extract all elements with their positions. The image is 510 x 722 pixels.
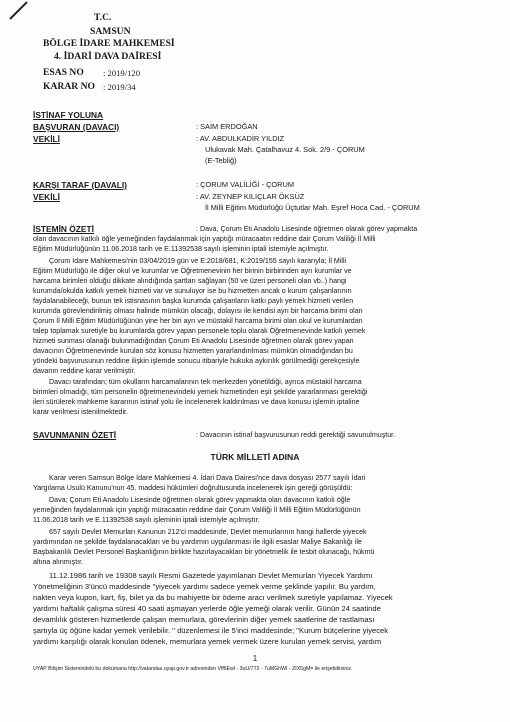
vekili2-label: VEKİLİ: [33, 192, 60, 202]
savunma-text: : Davacının istinaf başvurusunun reddi gerektiği savunulmuştur.: [196, 431, 396, 439]
istem-line-11: hizmeti sunması olanağı bulunmadığından Çorum Eti Anadolu Lisesinde öğretmen olarak görev yapan: [33, 337, 354, 345]
istem-line-3: Çorum İdare Mahkemesi'nin 03/04/2019 gün ve E:2018/681, K:2019/155 sayılı kararıyla; İl Milli: [49, 257, 347, 265]
vekili2-value: : AV. ZEYNEP KILIÇLAR ÖKSÜZ: [196, 192, 305, 201]
city-heading: SAMSUN: [90, 26, 131, 37]
karar-line-8: altına alınmıştır.: [33, 558, 84, 566]
karar-line-11: nakten veya kupon, kart, fiş, bilet ya da bu mahiyette bir ödeme aracı verilmek suretiyle yapılamaz. Yiyecek: [33, 593, 393, 602]
basvuran-value: : SAİM ERDOĞAN: [196, 122, 258, 131]
karar-line-1: Yargılama Usulü Kanunu'nun 45. maddesi hükümleri doğrultusunda incelenerek işin gereği görüşüldü:: [33, 484, 353, 492]
istem-line-5: harcama birimleri olduğu dikkate alındığında şartları sağlayan (50 ve üzeri personeli olan vb..) hangi: [33, 277, 347, 285]
istem-line-15: Davacı tarafından; tüm okulların harcamalarının tek merkezden yönetildiği, ayrıca müstakil harcama: [49, 378, 362, 386]
karar-line-4: 11.06.2018 tarih ve E.11392538 sayılı işleminin iptali istemiyle açılmıştır.: [33, 516, 260, 524]
istem-line-13: yöndeki başvurusunun reddine ilişkin işlemde sonucu itibariyle hukuka aykırılık görülmediği gerekçesiyle: [33, 357, 360, 365]
karsi-taraf-value: : ÇORUM VALİLİĞİ - ÇORUM: [196, 180, 295, 189]
karar-line-3: yemeğinden faydalanmak için yaptığı müracaatın reddine dair Çorum Valiliği İl Milli Eğitim Müdürlüğünün: [33, 506, 361, 514]
karar-value: : 2019/34: [103, 82, 136, 92]
karsi-taraf-label: KARŞI TARAF (DAVALI): [33, 180, 127, 190]
handwritten-slash-mark: [9, 1, 27, 19]
istem-line-2: Eğitim Müdürlüğünün 11.06.2018 tarih ve E.11392538 sayılı işleminin iptali istemiyle açılmıştır.: [33, 245, 329, 253]
karar-line-14: şartıyla üç öğüne kadar yemek verilebilir. " düzenlemesi ile 5'inci maddesinde; "Kurum bütçelerine yiyecek: [33, 626, 389, 635]
page-number: 1: [252, 654, 258, 663]
uyap-footer-text: UYAP Bilişim Sistemindeki bu dokümana http://vatandas.uyap.gov.tr adresinden Vff6Ewl - 3uU/7T2 - 7uMGhWI - ZIX5gM= ile erişebilirsiniz.: [33, 666, 353, 672]
karar-line-10: Yönetmeliğinin 3'üncü maddesinde "yiyecek yardımı sadece yemek verme şeklinde yapılır. Bu yardım,: [33, 582, 376, 591]
istinaf-label: İSTİNAF YOLUNA: [33, 110, 104, 120]
istem-line-9: Çorum İl Milli Eğitim Müdürlüğünün yine her biri ayrı ve müstakil harcama birimi olan okul ve kurumlardan: [33, 317, 363, 325]
karar-line-0: Karar veren Samsun Bölge İdare Mahkemesi 4. İdari Dava Dairesi'nce dava dosyası 2577 sayılı İdari: [49, 474, 366, 482]
basvuran-label: BAŞVURAN (DAVACI): [33, 122, 120, 132]
istem-line-4: Eğitim Müdürlüğü ile diğer okul ve kurumlar ve Öğretmenevinin her birinin birbirinden ayrı kurumlar ve: [33, 267, 352, 275]
karar-line-12: yardımı haftalık çalışma süresi 40 saati aşmayan yerlerde öğle yemeği olarak verilir. Günün 24 saatinde: [33, 604, 381, 613]
esas-label: ESAS NO: [43, 67, 84, 78]
karar-line-7: Başbakanlık Devlet Personel Başkanlığının birlikte hazırlayacakları bir yönetmelik ile tesbit olunacağı, hükmü: [33, 548, 375, 556]
court-heading: BÖLGE İDARE MAHKEMESİ: [43, 38, 175, 49]
savunma-label: SAVUNMANIN ÖZETİ: [33, 430, 117, 440]
karar-line-5: 657 sayılı Devlet Memurları Kanunun 212'ci maddesinde, Devlet memurlarının hangi hallerde yiyecek: [49, 528, 367, 536]
vekili-note: (E-Tebliğ): [205, 156, 237, 165]
karar-line-15: yardımı karşılığı olarak konulan ödenek, memurlara yemek vermek üzere kurulan yemek servisi, yardım: [33, 637, 382, 646]
karar-line-2: Dava; Çorum Eti Anadolu Lisesinde öğretmen olarak görev yapmakta olan davacının katkılı öğle: [49, 496, 351, 504]
istem-line-7: faydalanabileceği, bunun tek istisnasının başka kurumda çalışanların katkı paylı yemek hizmeti verilen: [33, 297, 354, 305]
istem-label: İSTEMİN ÖZETİ: [33, 224, 94, 234]
vekili-value: : AV. ABDULKADİR YILDIZ: [196, 134, 285, 143]
tc-heading: T.C.: [94, 12, 112, 23]
vekili-label: VEKİLİ: [33, 134, 60, 144]
istem-line-14: davanın reddine karar verilmiştir.: [33, 367, 136, 375]
karar-line-9: 11.12.1986 tarih ve 19308 sayılı Resmi Gazetede yayımlanan Devlet Memurları Yiyecek Yardımı: [49, 571, 373, 580]
karar-label: KARAR NO: [43, 81, 95, 92]
istem-line-1: olan davacının katkılı öğle yemeğinden faydalanmak için yaptığı müracaatın reddine dair Çorum Valiliği İl Milli: [33, 235, 376, 243]
istem-line-18: karar verilmesi istenilmektedir.: [33, 408, 129, 416]
istem-line-8: kurumda görevlendirilmiş olması halinde mümkün olacağı, dolayısı ile kendisi ayrı bir harcama birimi olan: [33, 307, 363, 315]
istem-line-12: davacının Öğretmenevinde kurulan söz konusu hizmetten yararlandırılması mümkün olmadığından bu: [33, 347, 353, 355]
istem-line-17: ileri sürülerek mahkeme kararının istinaf yolu ile incelenerek kaldırılması ve dava konusu işlemin iptaline: [33, 398, 360, 406]
istem-line-0: : Dava, Çorum Eti Anadolu Lisesinde öğretmen olarak görev yapmakta: [196, 225, 418, 233]
karar-line-6: yardımından ne şekilde faydalanacakları ve bu yardımın uygulanması ile ilgili esaslar Maliye Bakanlığı ile: [33, 538, 362, 546]
vekili-address: Ulukavak Mah. Çatalhavuz 4. Sok. 2/9 - ÇORUM: [205, 145, 365, 154]
karar-line-13: devamlılık gösteren hizmetlerde çalışan memurlara, görevlerinin diğer yemek saatlerine de rastlaması: [33, 615, 375, 624]
istem-line-6: kurumda/okulda katkılı yemek hizmeti var ve sunuluyor ise bu hizmetten ancak o kurum çalışanlarının: [33, 287, 352, 295]
istem-line-10: talep toplamak suretiyle bu kurumlarda görev yapan personele toplu olarak Öğretmenevinde katkılı yemek: [33, 327, 366, 335]
chamber-heading: 4. İDARİ DAVA DAİRESİ: [54, 51, 162, 62]
esas-value: : 2019/120: [103, 68, 141, 78]
turk-milleti-adina-title: TÜRK MİLLETİ ADINA: [210, 452, 300, 462]
istem-line-16: birimleri olmadığı, tüm personelin öğretmenevindeki yemek hizmetinden eşit şekilde yararlanması gerektiği: [33, 388, 368, 396]
vekili2-address: İl Milli Eğitim Müdürlüğü Üçtutlar Mah. Eşref Hoca Cad. - ÇORUM: [205, 203, 420, 212]
